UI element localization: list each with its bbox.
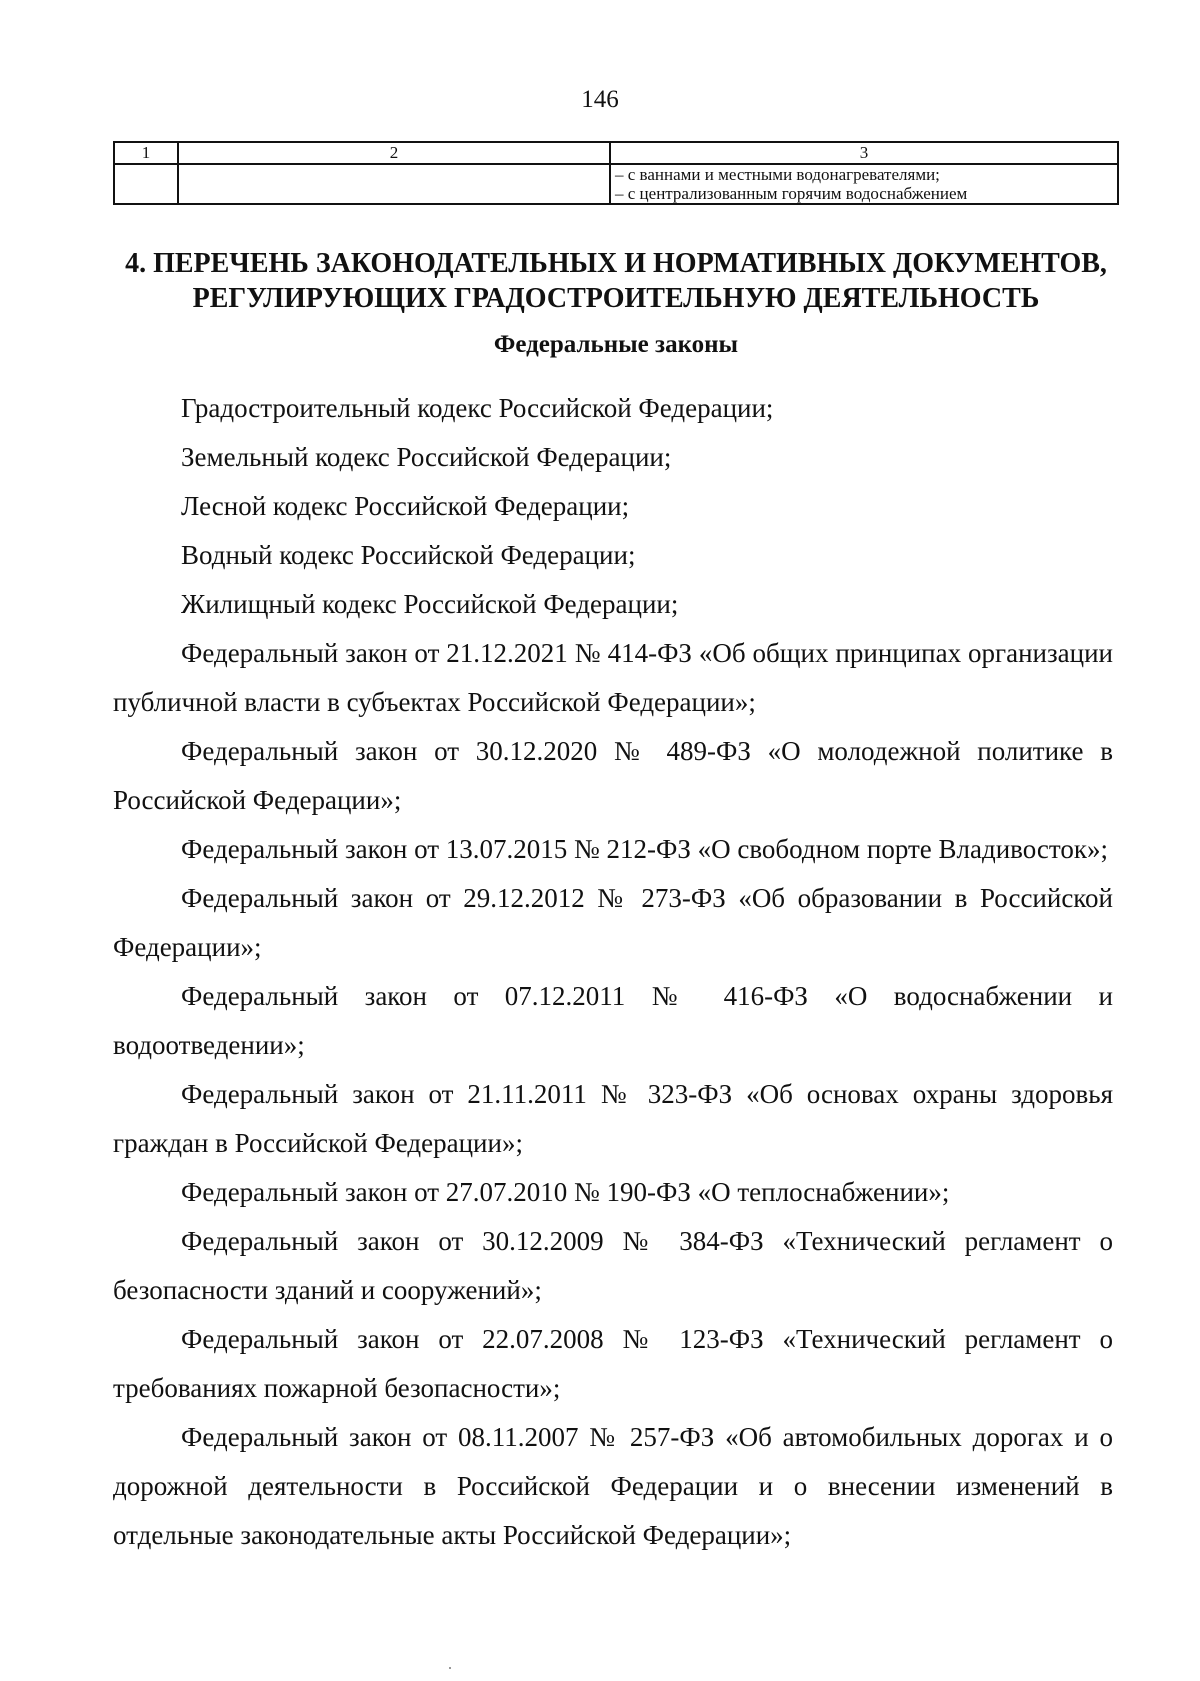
table-row (114, 164, 1118, 204)
table-cell-col3 (610, 164, 1118, 204)
list-item: Федеральный закон от 22.07.2008 № 123-ФЗ «Технический регламент о требованиях пожарной безопасности»; (113, 1324, 1113, 1403)
table-header-row (114, 142, 1118, 164)
subheading: Федеральные законы (493, 331, 739, 358)
list-item: Федеральный закон от 30.12.2009 № 384-ФЗ «Технический регламент о безопасности зданий и сооружений»; (113, 1226, 1113, 1305)
list-item: Водный кодекс Российской Федерации; (181, 540, 636, 570)
list-item: Федеральный закон от 30.12.2020 № 489-ФЗ «О молодежной политике в Российской Федерации»; (113, 736, 1113, 815)
section-title (113, 246, 1119, 316)
page-number: 146 (581, 86, 619, 113)
table-cell-line: – с ваннами и местными водонагревателями; (615, 165, 940, 184)
list-item: Градостроительный кодекс Российской Федерации; (181, 393, 774, 423)
table-cell-col1 (114, 164, 178, 204)
list-item: Федеральный закон от 29.12.2012 № 273-ФЗ «Об образовании в Российской Федерации»; (113, 883, 1113, 962)
table-header-cell: 3 (610, 142, 1118, 164)
continuation-table (113, 141, 1119, 205)
list-item: Лесной кодекс Российской Федерации; (181, 491, 630, 521)
list-item: Земельный кодекс Российской Федерации; (181, 442, 672, 472)
document-list (113, 384, 1113, 1560)
table-header-cell: 1 (114, 142, 178, 164)
list-item: Федеральный закон от 08.11.2007 № 257-ФЗ «Об автомобильных дорогах и о дорожной деятельности в Российской Федерации и о внесении изменений в отдельные законодательные акты Российской Федерации»; (113, 1422, 1113, 1550)
list-item: Федеральный закон от 13.07.2015 № 212-ФЗ «О свободном порте Владивосток»; (181, 834, 1108, 864)
list-item: Жилищный кодекс Российской Федерации; (181, 589, 679, 619)
table-cell-col2 (178, 164, 610, 204)
list-item: Федеральный закон от 21.12.2021 № 414-ФЗ «Об общих принципах организации публичной власти в субъектах Российской Федерации»; (113, 638, 1113, 717)
section-title-line: 4. ПЕРЕЧЕНЬ ЗАКОНОДАТЕЛЬНЫХ И НОРМАТИВНЫХ ДОКУМЕНТОВ, (125, 248, 1107, 279)
section-title-line: РЕГУЛИРУЮЩИХ ГРАДОСТРОИТЕЛЬНУЮ ДЕЯТЕЛЬНОСТЬ (192, 283, 1040, 314)
table-header-cell: 2 (178, 142, 610, 164)
list-item: Федеральный закон от 07.12.2011 № 416-ФЗ «О водоснабжении и водоотведении»; (113, 981, 1113, 1060)
scan-artifact (449, 1667, 451, 1669)
table-cell-line: – с централизованным горячим водоснабжением (615, 184, 968, 203)
list-item: Федеральный закон от 21.11.2011 № 323-ФЗ «Об основах охраны здоровья граждан в Российской Федерации»; (113, 1079, 1113, 1158)
list-item: Федеральный закон от 27.07.2010 № 190-ФЗ «О теплоснабжении»; (181, 1177, 950, 1207)
